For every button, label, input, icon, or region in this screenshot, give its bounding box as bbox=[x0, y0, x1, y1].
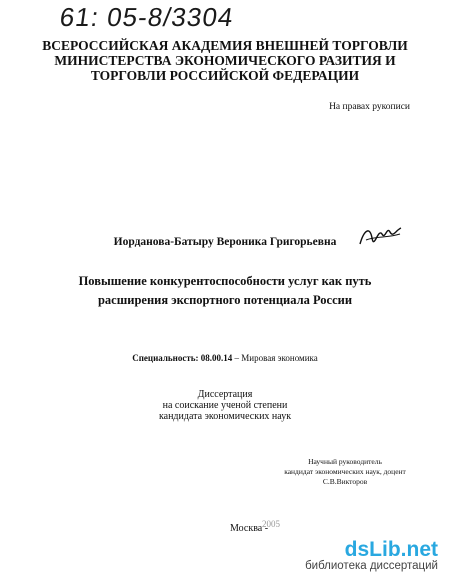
signature-image bbox=[356, 220, 406, 254]
dissertation-line-3: кандидата экономических наук bbox=[158, 411, 292, 422]
manuscript-rights: На правах рукописи bbox=[329, 102, 410, 112]
supervisor-line-3: С.В.Викторов bbox=[322, 477, 368, 486]
watermark-brand[interactable]: dsLib.net bbox=[344, 538, 438, 561]
dissertation-line-1: Диссертация bbox=[197, 389, 253, 400]
watermark[interactable] bbox=[305, 538, 438, 572]
title-line-2: расширения экспортного потенциала России bbox=[97, 293, 353, 307]
specialty-label: Специальность: 08.00.14 bbox=[132, 353, 233, 363]
organization-line-1: ВСЕРОССИЙСКАЯ АКАДЕМИЯ ВНЕШНЕЙ ТОРГОВЛИ bbox=[42, 38, 408, 53]
supervisor-line-2: кандидат экономических наук, доцент bbox=[284, 467, 406, 476]
author-name: Иорданова-Батыру Вероника Григорьевна bbox=[113, 236, 337, 248]
city: Москва - bbox=[230, 523, 269, 534]
organization-line-2: МИНИСТЕРСТВА ЭКОНОМИЧЕСКОГО РАЗИТИЯ И bbox=[54, 53, 396, 68]
specialty bbox=[0, 353, 450, 363]
archive-number: 61: 05-8/3304 bbox=[57, 2, 236, 32]
year-partial: 2005 bbox=[262, 519, 280, 529]
specialty-value: – Мировая экономика bbox=[232, 353, 318, 363]
title-line-1: Повышение конкурентоспособности услуг как путь bbox=[78, 274, 372, 288]
organization-line-3: ТОРГОВЛИ РОССИЙСКОЙ ФЕДЕРАЦИИ bbox=[90, 68, 360, 83]
watermark-caption: библиотека диссертаций bbox=[305, 560, 438, 572]
supervisor-line-1: Научный руководитель bbox=[308, 457, 382, 466]
dissertation-line-2: на соискание ученой степени bbox=[162, 400, 288, 411]
